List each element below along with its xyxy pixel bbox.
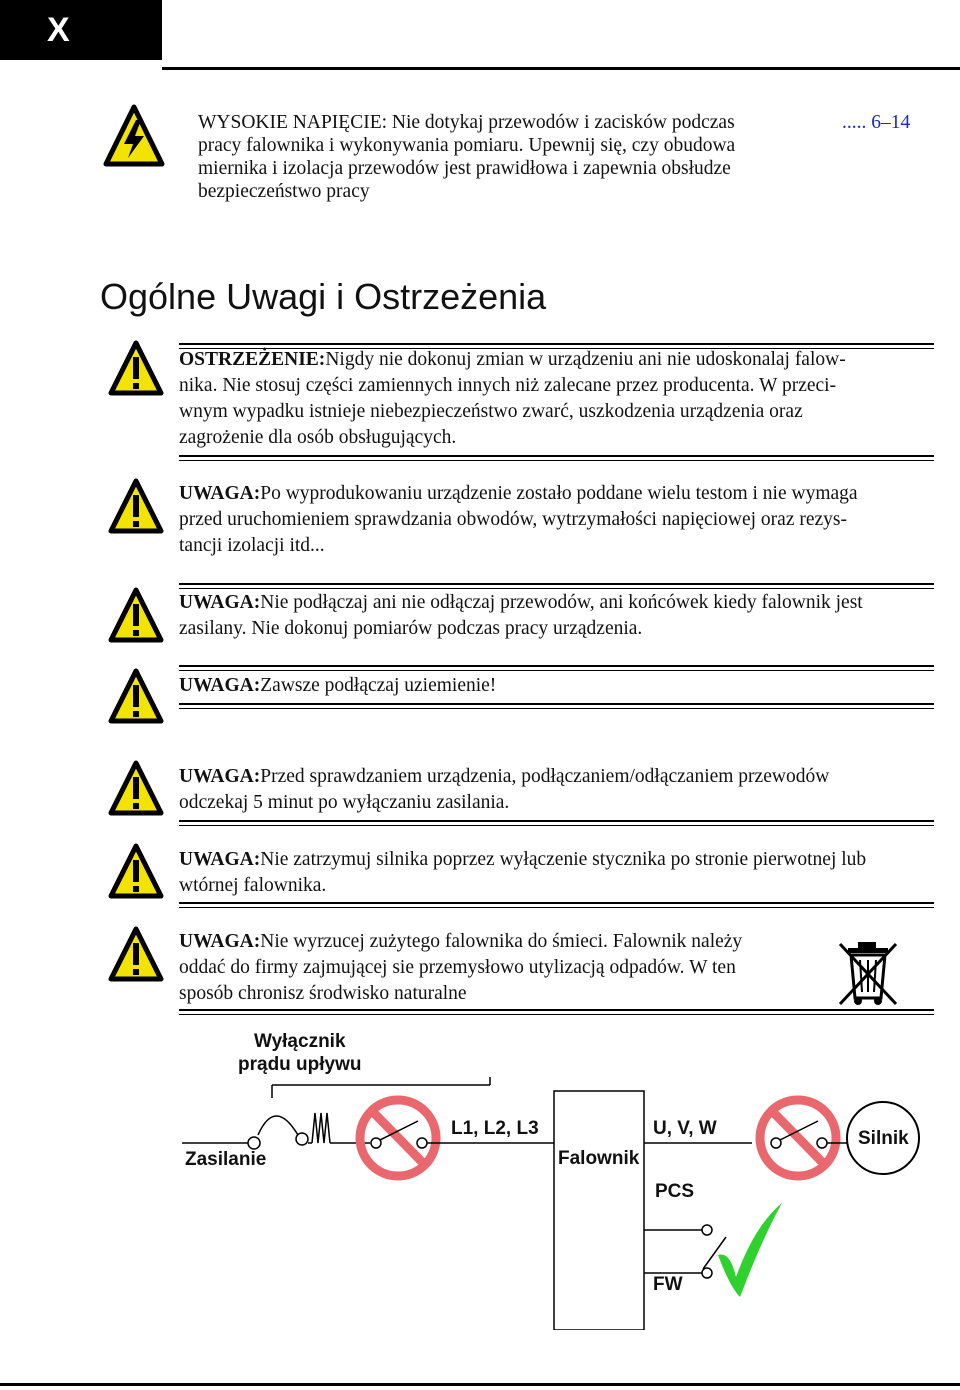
warning-triangle-icon [108,668,164,724]
warning-triangle-icon [108,340,164,396]
chapter-tab [0,0,162,60]
note-warning-modification [179,347,934,451]
note-contactor-stop [179,847,934,899]
supply-label: Zasilanie [185,1149,267,1170]
fw-label: FW [653,1274,683,1295]
note-label: UWAGA: [179,483,261,504]
output-terminals-label: U, V, W [653,1118,717,1139]
section-title: Ogólne Uwagi i Ostrzeżenia [100,276,547,317]
breaker-label-line-2: prądu upływu [238,1054,362,1075]
note-divider [179,583,934,589]
note-line: Przed sprawdzaniem urządzenia, podłączaniem/odłączaniem przewodów [260,766,830,787]
pcs-label: PCS [655,1181,695,1202]
note-divider [179,665,934,671]
high-voltage-warning-icon [103,104,165,168]
warning-triangle-icon [108,587,164,643]
wiring-diagram [170,1025,930,1330]
crossed-out-bin-icon [836,936,900,1008]
note-line: Nigdy nie dokonuj zmian w urządzeniu ani nie udoskonalaj falow- [325,349,846,370]
input-terminals-label: L1, L2, L3 [451,1118,539,1139]
high-voltage-line: bezpieczeństwo pracy [198,181,370,202]
note-label: UWAGA: [179,849,261,870]
note-line: wnym wypadku istnieje niebezpieczeństwo zwarć, uszkodzenia urządzenia oraz [179,401,803,422]
high-voltage-line: miernika i izolacja przewodów jest prawidłowa i zapewnia obsłudze [198,158,731,179]
note-line: Nie zatrzymuj silnika poprzez wyłączenie stycznika po stronie pierwotnej lub [260,849,867,870]
breaker-label-line-1: Wyłącznik [254,1031,346,1052]
note-line: oddać do firmy zajmującej sie przemysłowo utylizacją odpadów. W ten [179,957,736,978]
note-divider [179,1009,934,1015]
warning-triangle-icon [108,843,164,899]
note-line: zasilany. Nie dokonuj pomiarów podczas pracy urządzenia. [179,618,643,639]
note-do-not-connect-powered [179,590,934,642]
note-line: Nie wyrzucej zużytego falownika do śmieci. Falownik należy [260,931,743,952]
note-divider [179,902,934,908]
note-grounding [179,673,934,699]
note-line: sposób chronisz środwisko naturalne [179,983,467,1004]
check-mark-icon [718,1203,782,1297]
note-line: Nie podłączaj ani nie odłączaj przewodów, ani końcówek kiedy falownik jest [260,592,863,613]
note-line: nika. Nie stosuj części zamiennych innych niż zalecane przez producenta. W przeci- [179,375,837,396]
note-line: wtórnej falownika. [179,875,327,896]
terminal-node [248,1137,260,1149]
note-divider [179,455,934,461]
note-line: przed uruchomieniem sprawdzania obwodów, wytrzymałości napięciowej oraz rezys- [179,509,847,530]
page-reference-link[interactable]: ..... 6–14 [842,112,911,133]
inverter-label: Falownik [558,1148,640,1169]
motor-label: Silnik [858,1128,909,1149]
note-label: UWAGA: [179,592,261,613]
note-line: Po wyprodukowaniu urządzenie zostało poddane wielu testom i nie wymaga [260,483,858,504]
high-voltage-line: WYSOKIE NAPIĘCIE: Nie dotykaj przewodów i zacisków podczas [198,112,735,133]
note-label: UWAGA: [179,931,261,952]
note-label: UWAGA: [179,766,261,787]
note-line: zagrożenie dla osób obsługujących. [179,427,457,448]
high-voltage-line: pracy falownika i wykonywania pomiaru. Upewnij się, czy obudowa [198,135,736,156]
high-voltage-warning-text [198,111,798,203]
note-factory-tests [179,481,934,559]
note-divider [179,820,934,826]
warning-triangle-icon [108,926,164,982]
warning-triangle-icon [108,760,164,816]
note-line: tancji izolacji itd... [179,535,325,556]
note-wait-five-minutes [179,764,934,816]
note-divider [179,703,934,709]
header-rule [162,67,960,70]
note-line: odczekaj 5 minut po wyłączaniu zasilania. [179,792,510,813]
note-line: Zawsze podłączaj uziemienie! [260,675,497,696]
note-label: UWAGA: [179,675,261,696]
note-disposal [179,929,934,1007]
warning-triangle-icon [108,478,164,534]
footer-rule [0,1383,960,1386]
chapter-tab-label: X [47,10,70,49]
note-label: OSTRZEŻENIE: [179,349,326,370]
inverter-box [554,1091,644,1330]
